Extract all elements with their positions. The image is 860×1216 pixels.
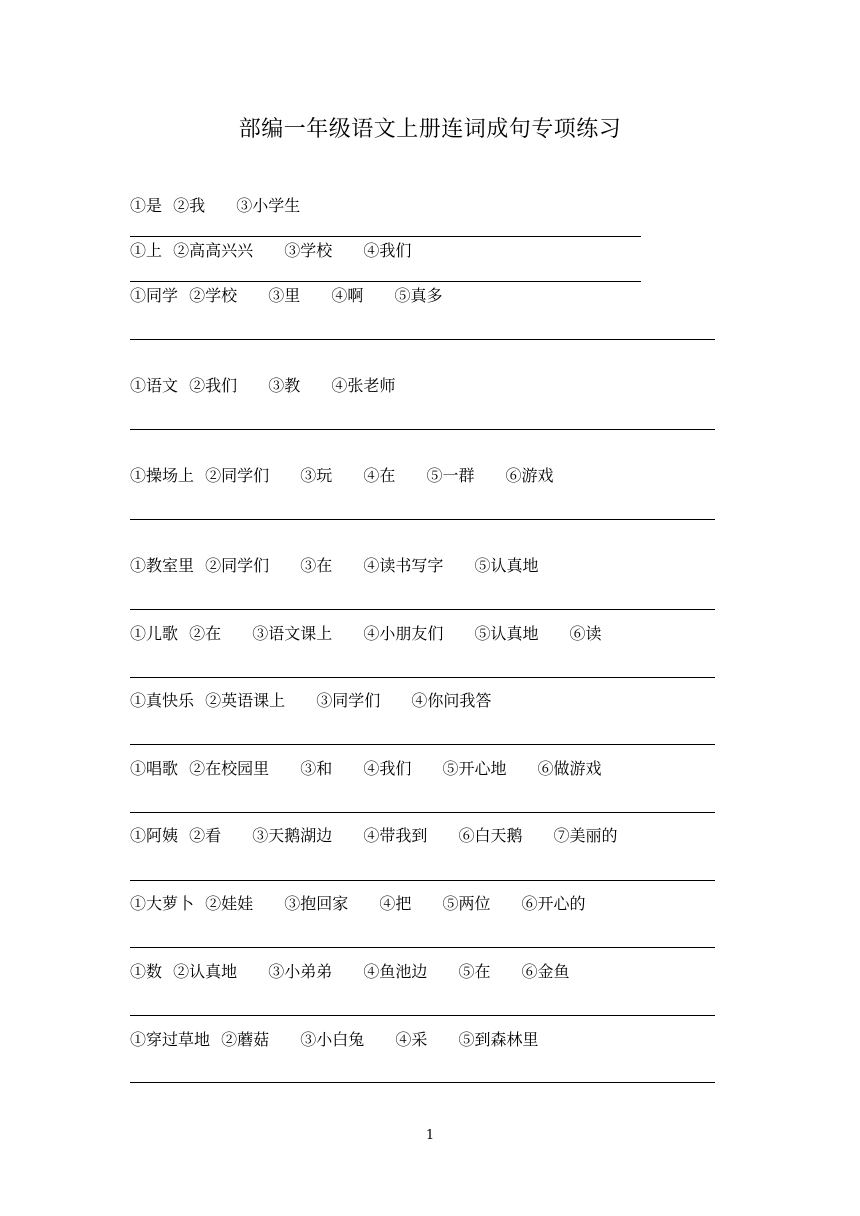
word-option: ⑤认真地 [474, 556, 539, 575]
answer-line [130, 339, 715, 340]
word-option: ④带我到 [363, 826, 428, 845]
word-option: ①上 [130, 241, 163, 260]
word-option: ⑥做游戏 [537, 759, 602, 778]
page-title: 部编一年级语文上册连词成句专项练习 [238, 117, 622, 142]
exercise-item [130, 624, 602, 644]
word-option: ④读书写字 [363, 556, 444, 575]
word-option: ③小弟弟 [268, 962, 333, 981]
answer-line [130, 880, 715, 881]
word-option: ④我们 [363, 241, 412, 260]
word-option: ④小朋友们 [363, 624, 444, 643]
word-option: ③里 [268, 286, 301, 305]
word-option: ③和 [300, 759, 333, 778]
word-option: ④鱼池边 [363, 962, 428, 981]
answer-line [130, 812, 715, 813]
word-option: ③教 [268, 376, 301, 395]
exercise-item [130, 759, 602, 779]
word-option: ①唱歌 [130, 759, 179, 778]
exercise-item [130, 962, 570, 982]
word-option: ⑥白天鹅 [458, 826, 523, 845]
word-option: ③抱回家 [284, 894, 349, 913]
word-option: ④我们 [363, 759, 412, 778]
exercise-item [130, 894, 586, 914]
word-option: ④张老师 [331, 376, 396, 395]
word-option: ①数 [130, 962, 163, 981]
word-option: ⑤到森林里 [458, 1030, 539, 1049]
word-option: ⑥金鱼 [521, 962, 570, 981]
word-option: ④把 [379, 894, 412, 913]
word-option: ③小白兔 [300, 1030, 365, 1049]
word-option: ②看 [189, 826, 222, 845]
answer-line [130, 609, 715, 610]
word-option: ①儿歌 [130, 624, 179, 643]
answer-line [130, 429, 715, 430]
word-option: ④采 [395, 1030, 428, 1049]
word-option: ②蘑菇 [221, 1030, 270, 1049]
exercise-item [130, 286, 442, 306]
word-option: ③天鹅湖边 [252, 826, 333, 845]
word-option: ⑤两位 [442, 894, 491, 913]
word-option: ⑥读 [569, 624, 602, 643]
page-number: 1 [425, 1128, 435, 1143]
word-option: ⑦美丽的 [553, 826, 618, 845]
word-option: ②我 [173, 196, 206, 215]
word-option: ⑥开心的 [521, 894, 586, 913]
word-option: ①阿姨 [130, 826, 179, 845]
word-option: ③语文课上 [252, 624, 333, 643]
word-option: ②同学们 [205, 466, 270, 485]
word-option: ①操场上 [130, 466, 195, 485]
word-option: ②高高兴兴 [173, 241, 254, 260]
word-option: ②同学们 [205, 556, 270, 575]
word-option: ③学校 [284, 241, 333, 260]
word-option: ①是 [130, 196, 163, 215]
answer-line [130, 236, 641, 237]
word-option: ①真快乐 [130, 691, 195, 710]
exercise-item [130, 466, 554, 486]
word-option: ⑤一群 [426, 466, 475, 485]
word-option: ⑤开心地 [442, 759, 507, 778]
answer-line [130, 677, 715, 678]
word-option: ②在 [189, 624, 222, 643]
answer-line [130, 519, 715, 520]
word-option: ③玩 [300, 466, 333, 485]
exercise-item [130, 376, 395, 396]
exercise-item [130, 196, 300, 216]
word-option: ⑤在 [458, 962, 491, 981]
word-option: ②认真地 [173, 962, 238, 981]
word-option: ③在 [300, 556, 333, 575]
word-option: ④在 [363, 466, 396, 485]
word-option: ①教室里 [130, 556, 195, 575]
exercise-item [130, 1030, 538, 1050]
word-option: ①语文 [130, 376, 179, 395]
word-option: ①穿过草地 [130, 1030, 211, 1049]
word-option: ②英语课上 [205, 691, 286, 710]
word-option: ③同学们 [316, 691, 381, 710]
answer-line [130, 947, 715, 948]
answer-line [130, 1082, 715, 1083]
exercise-item [130, 691, 491, 711]
word-option: ④啊 [331, 286, 364, 305]
word-option: ③小学生 [236, 196, 301, 215]
exercise-item [130, 826, 618, 846]
word-option: ②我们 [189, 376, 238, 395]
answer-line [130, 1015, 715, 1016]
exercise-item [130, 241, 411, 261]
word-option: ②在校园里 [189, 759, 270, 778]
word-option: ⑥游戏 [505, 466, 554, 485]
exercise-item [130, 556, 538, 576]
word-option: ④你问我答 [411, 691, 492, 710]
answer-line [130, 744, 715, 745]
word-option: ②娃娃 [205, 894, 254, 913]
answer-line [130, 281, 641, 282]
word-option: ⑤真多 [394, 286, 443, 305]
word-option: ①同学 [130, 286, 179, 305]
word-option: ⑤认真地 [474, 624, 539, 643]
word-option: ①大萝卜 [130, 894, 195, 913]
word-option: ②学校 [189, 286, 238, 305]
